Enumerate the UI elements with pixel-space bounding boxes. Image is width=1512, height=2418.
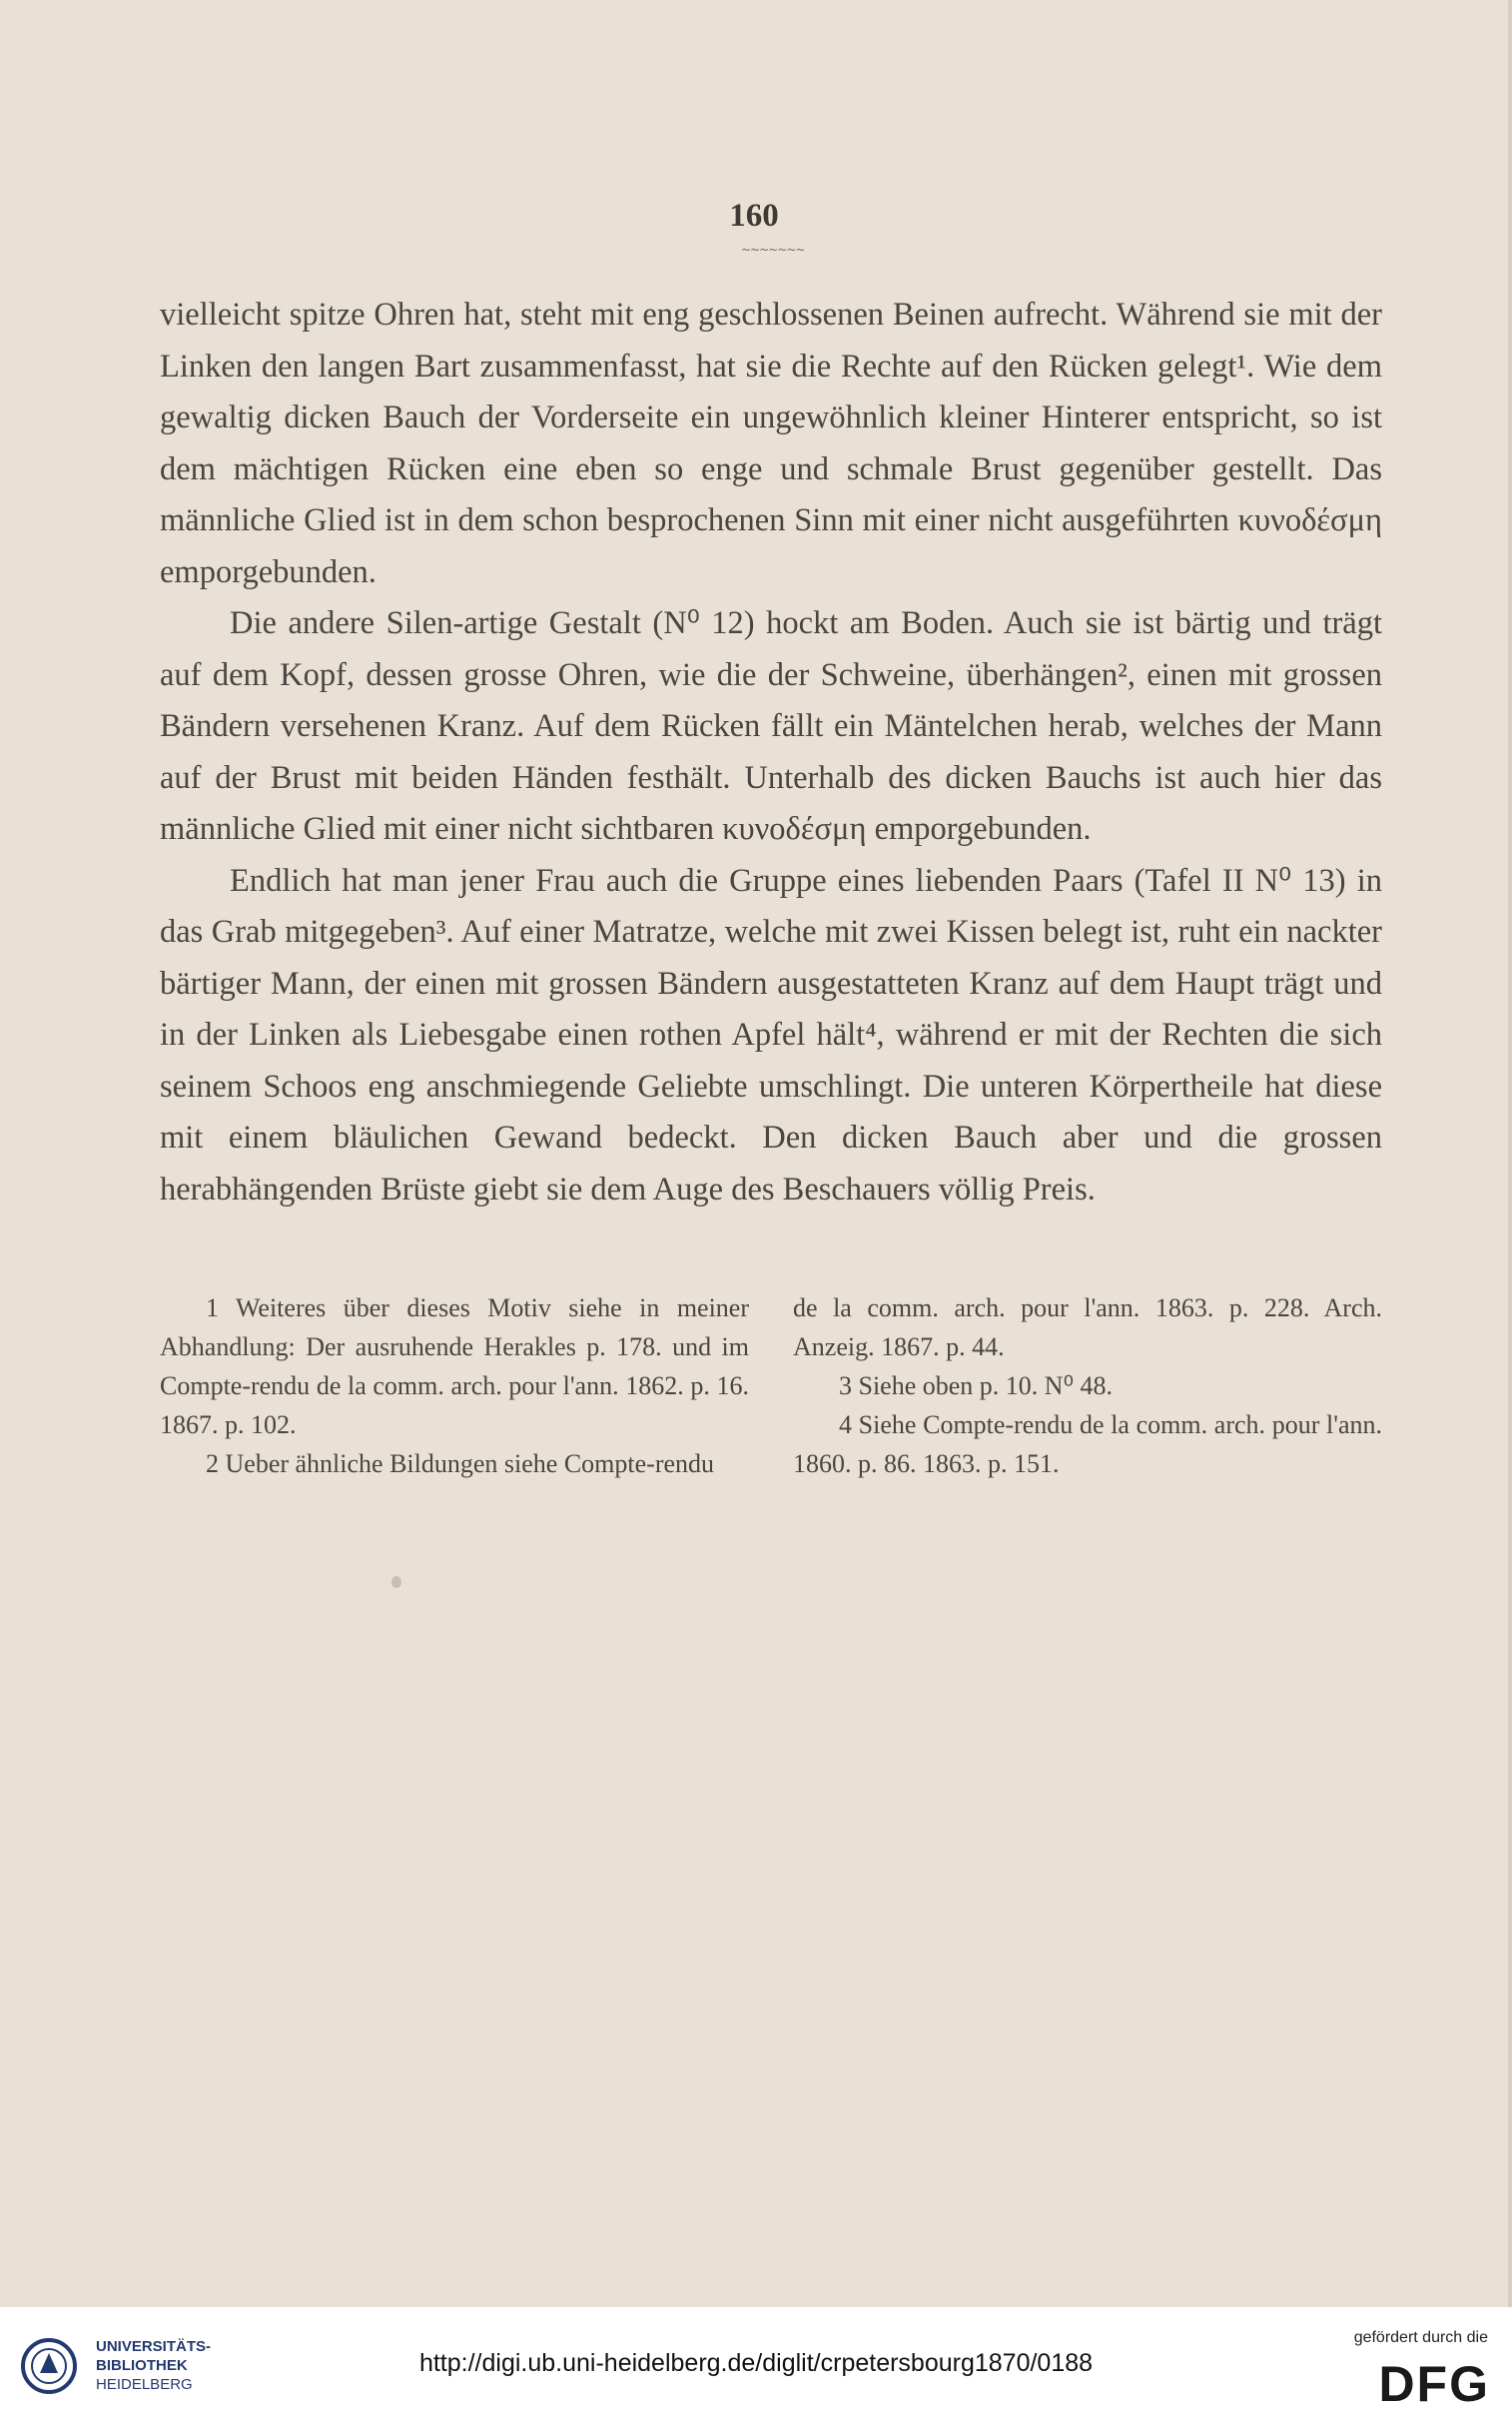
footnotes [160,1288,1382,1483]
footnote-2: 2 Ueber ähnliche Bildungen siehe Compte-rendu [206,1449,715,1478]
dfg-logo: DFG [1378,2356,1490,2412]
paragraph-3: Endlich hat man jener Frau auch die Gruppe eines liebenden Paars (Tafel II N⁰ 13) in das Grab mitgegeben³. Auf einer Matratze, welche mit zwei Kissen belegt ist, ruht ein nackter bärtiger Mann, der einen mit grossen Bändern ausgestatteten Kranz auf dem Haupt trägt und in der Linken als Liebesgabe einen rothen Apfel hält⁴, während er mit der Rechten die sich seinem Schoos eng anschmiegende Geliebte umschlingt. Die unteren Körpertheile hat diese mit einem bläulichen Gewand bedeckt. Den dicken Bauch aber und die grossen herabhängenden Brüste giebt sie dem Auge des Beschauers völlig Preis. [160,862,1382,1208]
permalink-url[interactable]: http://digi.ub.uni-heidelberg.de/diglit/crpetersbourg1870/0188 [418,2349,1094,2377]
institution-name: UNIVERSITÄTS- BIBLIOTHEK HEIDELBERG [96,2338,212,2393]
viewer-footer [0,2307,1512,2418]
paper-speck [391,1576,401,1588]
ornamental-rule: ~~~~~~~ [741,246,805,254]
main-text [160,290,1382,1215]
footnote-3: 3 Siehe oben p. 10. N⁰ 48. [839,1371,1114,1400]
footnote-1: 1 Weiteres über dieses Motiv siehe in meiner Abhandlung: Der ausruhende Herakles p. 178. und im Compte-rendu de la comm. arch. pour l'ann. 1862. p. 16. 1867. p. 102. [160,1293,749,1439]
footnote-4: 4 Siehe Compte-rendu de la comm. arch. pour l'ann. 1860. p. 86. 1863. p. 151. [793,1410,1382,1478]
paragraph-1: vielleicht spitze Ohren hat, steht mit eng geschlossenen Beinen aufrecht. Während sie mit der Linken den langen Bart zusammenfasst, hat sie die Rechte auf den Rücken gelegt¹. Wie dem gewaltig dicken Bauch der Vorderseite ein ungewöhnlich kleiner Hinterer entspricht, so ist dem mächtigen Rücken eine eben so enge und schmale Brust gegenüber gestellt. Das männliche Glied ist in dem schon besprochenen Sinn mit einer nicht ausgeführten κυνοδέσμη emporgebunden. [160,297,1382,590]
footnote-2-continued: de la comm. arch. pour l'ann. 1863. p. 228. Arch. Anzeig. 1867. p. 44. [793,1293,1382,1361]
paragraph-2: Die andere Silen-artige Gestalt (N⁰ 12) hockt am Boden. Auch sie ist bärtig und trägt auf dem Kopf, dessen grosse Ohren, wie die der Schweine, überhängen², einen mit grossen Bändern versehenen Kranz. Auf dem Rücken fällt ein Mäntelchen herab, welches der Mann auf der Brust mit beiden Händen festhält. Unterhalb des dicken Bauchs ist auch hier das männliche Glied mit einer nicht sichtbaren κυνοδέσμη emporgebunden. [160,605,1382,847]
footnotes-left-column [160,1288,749,1483]
page-number: 160 [729,198,779,234]
sponsor-label: gefördert durch die [1353,2329,1488,2346]
footnotes-right-column [793,1288,1382,1483]
